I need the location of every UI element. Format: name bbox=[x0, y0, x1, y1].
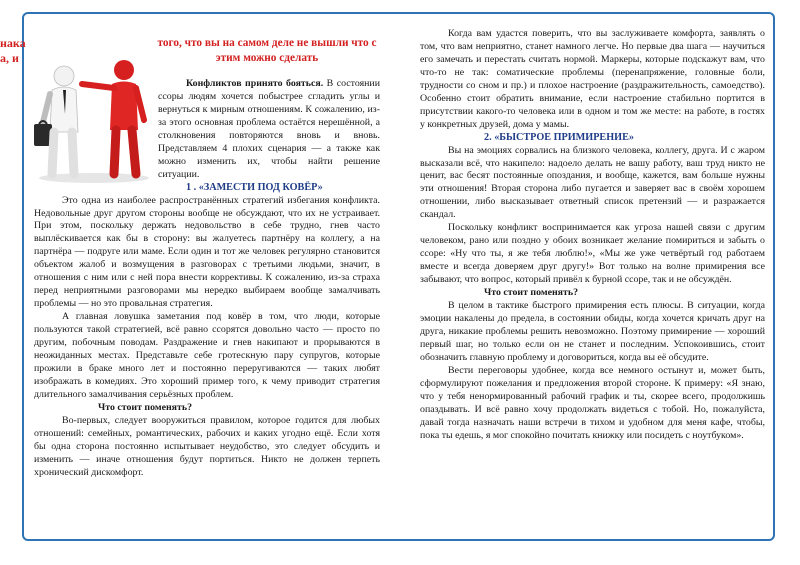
right-paragraph-5: Вести переговоры удобнее, когда все немного остынут и, может быть, сформулируют пожелания и предложения второй стороне. К примеру: «Я знаю, что у тебя ненормированный рабочий график и ты, скорее всего, продолжишь опаздывать. И всё равно хочу продолжать видеться с тобой. Но, пожалуйста, давай тогда назначать наши встречи в тихом и удобном для меня кафе, чтобы, пока ты едешь, я мог спокойно почитать книжку или посидеть с ноутбуком». bbox=[420, 364, 765, 441]
right-paragraph-2: Вы на эмоциях сорвались на близкого человека, коллегу, друга. И с жаром высказали всё, что накипело: надоело делать не вашу работу, ваш труд никто не ценит, вас бесят постоянные опоздания, и вообще, кажется, вам больше нужны эти отношения! Вторая сторона либо пугается и заверяет вас в своём хорошем отношении, либо высказывает ответный список претензий — и разражается скандал. bbox=[420, 144, 765, 221]
intro-text: В состоянии ссоры людям хочется побыстрее сгладить углы и вернуться к мирным отношениям. К сожалению, из-за этого основная проблема остаётся нерешённой, а столкновения повторяются вновь и вновь. Представляем 4 плохих сценария — а также как можно изменить их, чтобы найти решение ситуации. bbox=[158, 78, 380, 180]
right-column bbox=[420, 28, 765, 443]
white-figure-icon bbox=[34, 66, 78, 174]
right-paragraph-4: В целом в тактике быстрого примирения есть плюсы. В ситуации, когда эмоции накалены до предела, в состоянии обиды, когда хочется кричать друг на друга, никакие проблемы решить невозможно. Поэтому примирение — хороший первый шаг, но только если он не станет и последним. Успокоившись, стоит обозначить главную проблему и договориться, когда вы её обсудите. bbox=[420, 300, 765, 363]
left-subheading: Что стоит поменять? bbox=[98, 401, 193, 413]
right-paragraph-1: Когда вам удастся поверить, что вы заслуживаете комфорта, заявлять о том, что вам неприятно, станет намного легче. Но первые два шага — научиться его замечать и перестать считать нормой. Маркеры, которые подскажут вам, что что-то не так: соматические проблемы (перенапряжение, головные боли, трудности со сном и пр.) и плохое настроение (раздражительность, самоедство). Особенно стоит обратить внимание, если настроение стабильно портится в присутствии какого-то человека или в одном и том же месте: на работе, в гостях у конкретных друзей, дома у мамы. bbox=[420, 28, 765, 130]
right-subheading: Что стоит поменять? bbox=[484, 287, 579, 299]
cut-off-heading bbox=[0, 36, 26, 66]
red-figure-icon bbox=[82, 60, 144, 174]
cut-heading-line-2: а, и bbox=[0, 51, 19, 65]
left-paragraph-2: А главная ловушка заметания под ковёр в том, что люди, которые пользуются такой стратегией, всё равно ссорятся довольно часто — просто по другим, побочным поводам. Раздражение и гнев накипают и прорываются в неожиданных местах. Представьте себе гротескную пару супругов, которые прожили в браке много лет и постоянно переругиваются — таких любят изображать в комедиях. Это хороший пример того, к чему приводит стратегия длительного замалчивания серьёзных проблем. bbox=[34, 311, 380, 400]
left-column bbox=[34, 28, 380, 480]
cut-heading-line-1: нака bbox=[0, 36, 26, 50]
section-2-title: 2. «БЫСТРОЕ ПРИМИРЕНИЕ» bbox=[484, 131, 634, 143]
right-paragraph-3: Поскольку конфликт воспринимается как угроза нашей связи с другим человеком, рано или поздно у обоих возникает желание помириться и забыть о ссоре: «Ну что ты, я же тебя люблю!», «Мы же уже четвёртый год работаем вместе и всегда доверяем друг другу!» Вот только на волне примирения все забывают, что вопрос, который привёл к бурной ссоре, так и не обсуждён. bbox=[420, 222, 765, 286]
conflict-figures-illustration bbox=[34, 54, 154, 184]
left-paragraph-1: Это одна из наиболее распространённых стратегий избегания конфликта. Недовольные друг другом стороны вообще не обсуждают, что их не устраивает. При этом, поскольку держать недовольство в себе трудно, гнев часто выплёскивается как бы в сторону: вы жалуетесь партнёру на коллегу, а на партнёра — подруге или маме. Если один и тот же человек регулярно становится объектом жалоб и возмущения в разговорах с третьими людьми, значит, в отношения с ним или с ней пора внести коррективы. К сожалению, из-за страха перед неприятными разговорами мы нередко выбираем вообще замалчивать проблемы — но это провальная стратегия. bbox=[34, 194, 380, 310]
intro-bold-lead: Конфликтов принято бояться. bbox=[186, 78, 324, 89]
left-paragraph-3: Во-первых, следует вооружиться правилом, которое годится для любых отношений: семейных, романтических, рабочих и каких угодно ещё. Если хотя бы одна сторона постоянно испытывает неудобство, это следует обсудить и изменить — иначе отношения будут портиться. Никто не должен терпеть хронический дискомфорт. bbox=[34, 414, 380, 478]
page-subtitle: того, что вы на самом деле не вышли что с этим можно сделать bbox=[157, 37, 377, 64]
section-1-title: 1 . «ЗАМЕСТИ ПОД КОВЁР» bbox=[186, 181, 323, 193]
